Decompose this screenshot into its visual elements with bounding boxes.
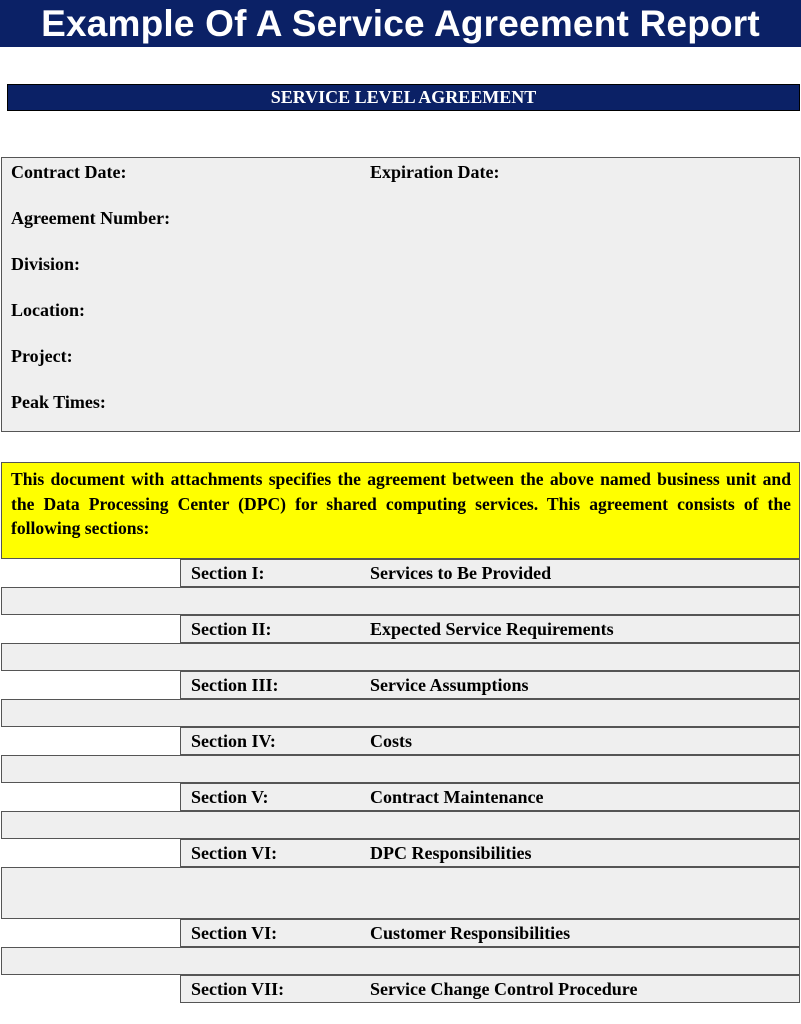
agreement-notice: This document with attachments specifies the agreement between the above named business unit and the Data Processing Center (DPC) for shared computing services. This agreement consists of the following sections: — [1, 462, 800, 559]
report-title-banner: Example Of A Service Agreement Report — [0, 0, 801, 47]
division-label: Division: — [11, 254, 81, 274]
spacer-row — [1, 699, 800, 727]
section-number: Section IV: — [191, 731, 276, 751]
agreement-info-panel — [1, 157, 800, 432]
spacer-row — [1, 643, 800, 671]
section-row — [180, 727, 800, 755]
section-title: Expected Service Requirements — [370, 619, 614, 639]
section-row — [180, 783, 800, 811]
spacer-row — [1, 811, 800, 839]
section-title: Customer Responsibilities — [370, 923, 571, 943]
section-title: Service Assumptions — [370, 675, 529, 695]
section-number: Section I: — [191, 563, 265, 583]
section-row — [180, 671, 800, 699]
section-row — [180, 559, 800, 587]
spacer-row — [1, 867, 800, 919]
contract-date-label: Contract Date: — [11, 162, 127, 182]
section-title: Contract Maintenance — [370, 787, 544, 807]
section-title: Costs — [370, 731, 413, 751]
spacer-row — [1, 587, 800, 615]
spacer-row — [1, 755, 800, 783]
section-row — [180, 615, 800, 643]
section-row — [180, 919, 800, 947]
section-number: Section II: — [191, 619, 272, 639]
section-title: Services to Be Provided — [370, 563, 552, 583]
service-level-agreement-heading: SERVICE LEVEL AGREEMENT — [7, 84, 800, 111]
section-number: Section VI: — [191, 923, 278, 943]
section-number: Section V: — [191, 787, 269, 807]
peak-times-label: Peak Times: — [11, 392, 106, 412]
section-number: Section III: — [191, 675, 279, 695]
section-title: DPC Responsibilities — [370, 843, 532, 863]
section-row — [180, 975, 800, 1003]
spacer-row — [1, 947, 800, 975]
project-label: Project: — [11, 346, 73, 366]
section-number: Section VII: — [191, 979, 285, 999]
expiration-date-label: Expiration Date: — [370, 162, 500, 182]
section-row — [180, 839, 800, 867]
section-title: Service Change Control Procedure — [370, 979, 638, 999]
agreement-number-label: Agreement Number: — [11, 208, 171, 228]
location-label: Location: — [11, 300, 85, 320]
section-number: Section VI: — [191, 843, 278, 863]
